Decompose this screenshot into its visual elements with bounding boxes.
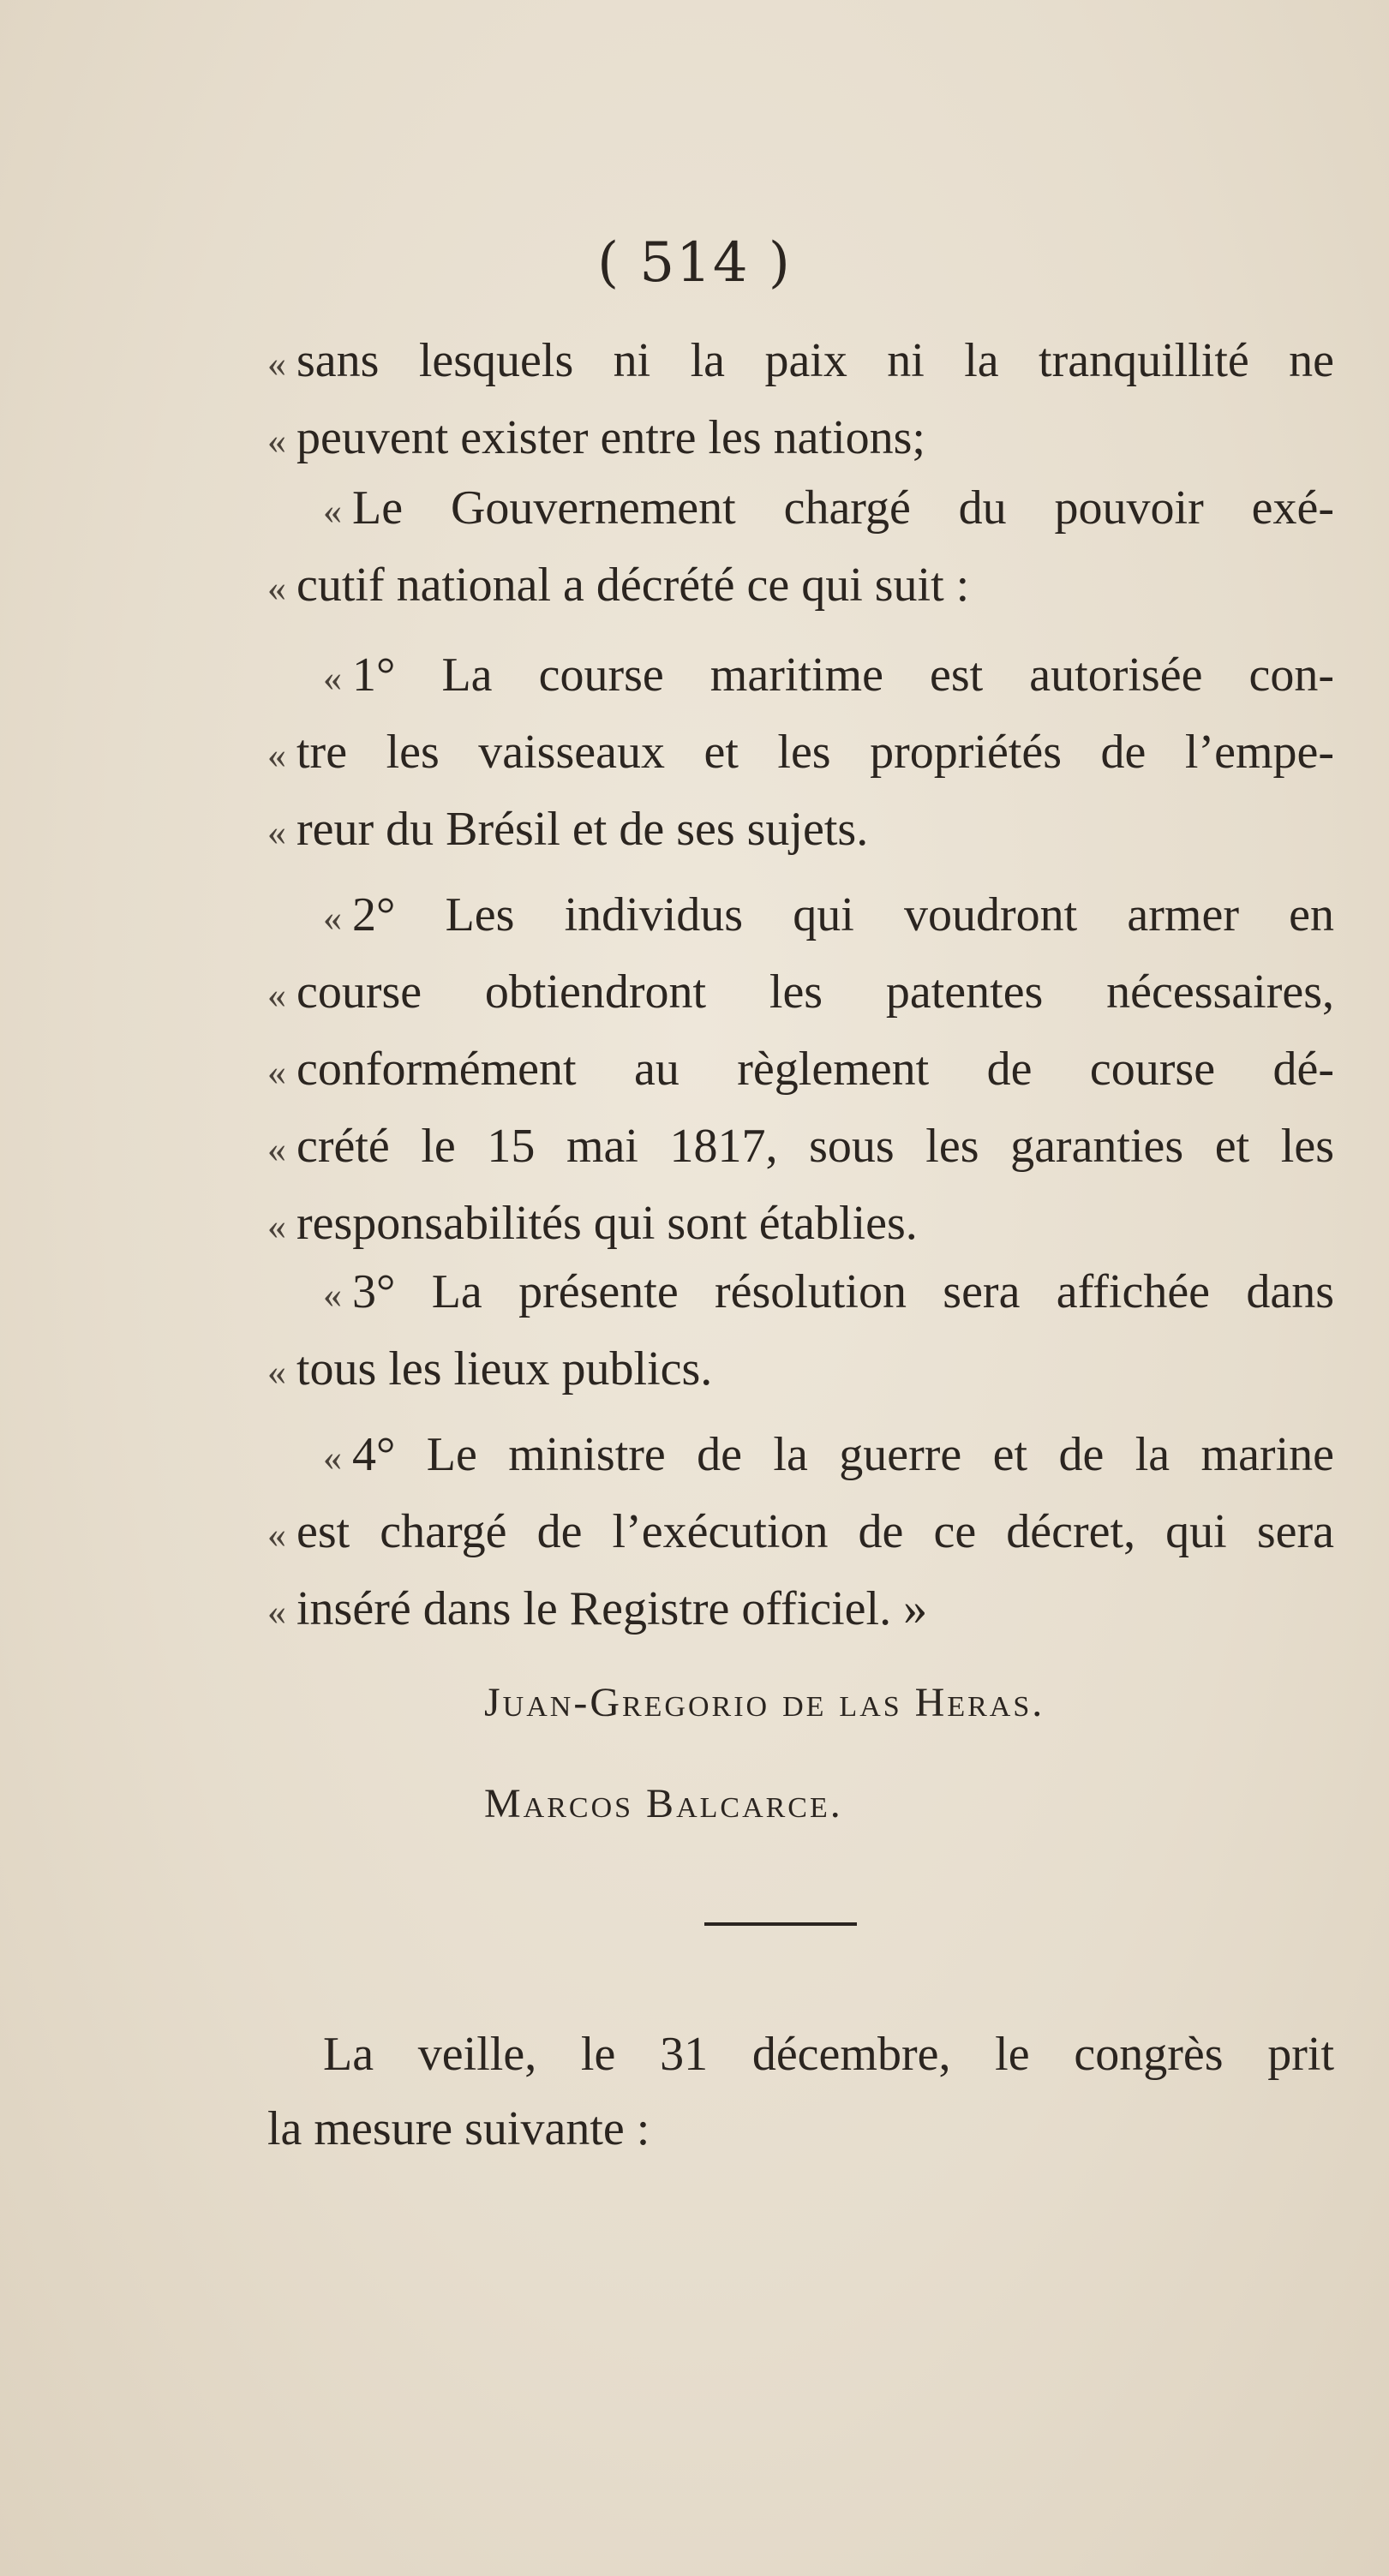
quote-mark: « xyxy=(267,1205,286,1247)
signature-1: Juan-Gregorio de las Heras. xyxy=(484,1680,1045,1725)
text-line xyxy=(267,1418,1334,1495)
quote-mark: « xyxy=(267,343,286,385)
line-text: inséré dans le Registre officiel. » xyxy=(296,1582,928,1635)
quote-mark: « xyxy=(267,1128,286,1170)
signature-2: Marcos Balcarce. xyxy=(484,1781,843,1826)
paragraph xyxy=(267,878,1334,1264)
quote-mark: « xyxy=(323,1274,342,1316)
quote-mark: « xyxy=(323,1437,342,1479)
line-text: peuvent exister entre les nations; xyxy=(296,411,925,464)
quote-mark: « xyxy=(267,420,286,462)
quote-mark: « xyxy=(323,897,342,939)
line-text: tous les lieux publics. xyxy=(296,1342,713,1396)
line-text: 4° Le ministre de la guerre et de la marine xyxy=(352,1428,1334,1481)
text-line xyxy=(267,878,1334,955)
line-text: cutif national a décrété ce qui suit : xyxy=(296,559,970,612)
line-text: 3° La présente résolution sera affichée dans xyxy=(352,1265,1334,1318)
text-line xyxy=(267,1109,1334,1186)
text-line xyxy=(267,1186,1334,1264)
text-line xyxy=(267,1255,1334,1332)
text-line xyxy=(267,715,1334,792)
line-text: conformément au règlement de course dé- xyxy=(296,1043,1334,1096)
text-line xyxy=(267,1332,1334,1409)
text-line: la mesure suivante : xyxy=(267,2102,650,2155)
line-text: 2° Les individus qui voudront armer en xyxy=(352,888,1334,941)
section-divider xyxy=(704,1922,857,1926)
quote-mark: « xyxy=(267,974,286,1016)
quote-mark: « xyxy=(267,811,286,853)
text-line xyxy=(267,548,1334,625)
paragraph xyxy=(267,324,1334,478)
text-line xyxy=(267,1495,1334,1572)
line-text: 1° La course maritime est autorisée con- xyxy=(352,648,1334,702)
text-line xyxy=(267,471,1334,548)
text-line xyxy=(267,638,1334,715)
line-text: tre les vaisseaux et les propriétés de l’empe- xyxy=(296,726,1334,779)
closing-paragraph xyxy=(267,2017,1334,2167)
text-line: La veille, le 31 décembre, le congrès prit xyxy=(323,2028,1334,2081)
paragraph xyxy=(267,1255,1334,1409)
quote-mark: « xyxy=(323,490,342,532)
quote-mark: « xyxy=(267,734,286,776)
line-text: sans lesquels ni la paix ni la tranquillité ne xyxy=(296,334,1334,387)
line-text: responsabilités qui sont établies. xyxy=(296,1197,918,1250)
text-line xyxy=(267,324,1334,401)
quote-mark: « xyxy=(267,1514,286,1556)
text-line xyxy=(267,792,1334,870)
quote-mark: « xyxy=(267,1351,286,1393)
paragraph xyxy=(267,1418,1334,1649)
line-text: Le Gouvernement chargé du pouvoir exé- xyxy=(352,481,1334,535)
quote-mark: « xyxy=(323,657,342,699)
text-line xyxy=(267,1032,1334,1109)
line-text: crété le 15 mai 1817, sous les garanties et les xyxy=(296,1120,1334,1173)
line-text: course obtiendront les patentes nécessaires, xyxy=(296,965,1334,1019)
text-line xyxy=(267,955,1334,1032)
quote-mark: « xyxy=(267,1591,286,1633)
paragraph xyxy=(267,638,1334,870)
line-text: reur du Brésil et de ses sujets. xyxy=(296,803,869,856)
line-text: est chargé de l’exécution de ce décret, qui sera xyxy=(296,1505,1334,1558)
quote-mark: « xyxy=(267,1051,286,1093)
text-line xyxy=(267,401,1334,478)
page-number: ( 514 ) xyxy=(597,231,792,295)
paragraph xyxy=(267,471,1334,625)
text-line xyxy=(267,1572,1334,1649)
quote-mark: « xyxy=(267,567,286,609)
